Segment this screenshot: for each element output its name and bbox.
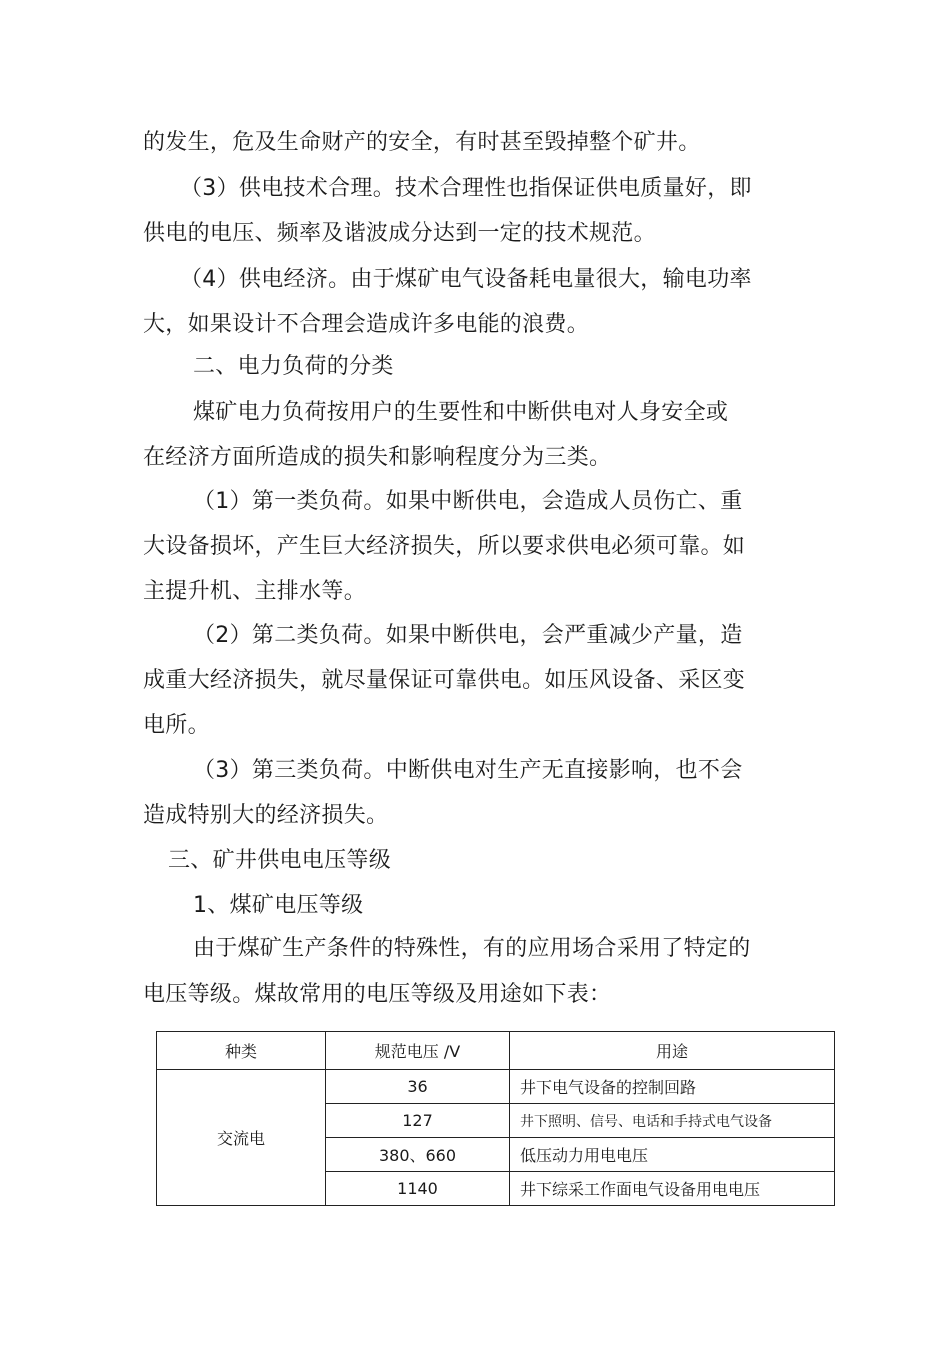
paragraph-line: 成重大经济损失，就尽量保证可靠供电。如压风设备、采区变 bbox=[143, 668, 746, 693]
section-heading: 二、电力负荷的分类 bbox=[193, 354, 394, 379]
paragraph-line: 电压等级。煤故常用的电压等级及用途如下表： bbox=[143, 982, 612, 1007]
table-cell-voltage: 127 bbox=[326, 1104, 510, 1138]
table-cell-voltage: 380、660 bbox=[326, 1138, 510, 1172]
table-cell-use: 井下综采工作面电气设备用电电压 bbox=[510, 1172, 835, 1206]
table-cell-voltage: 36 bbox=[326, 1070, 510, 1104]
paragraph-line: 主提升机、主排水等。 bbox=[143, 579, 367, 604]
paragraph-line: 煤矿电力负荷按用户的生要性和中断供电对人身安全或 bbox=[193, 400, 729, 425]
paragraph-line: 电所。 bbox=[143, 713, 210, 738]
table-header-voltage: 规范电压 /V bbox=[326, 1032, 510, 1070]
paragraph-line: （4）供电经济。由于煤矿电气设备耗电量很大，输电功率 bbox=[180, 267, 752, 292]
section-heading: 三、矿井供电电压等级 bbox=[168, 848, 392, 873]
table-cell-use: 井下照明、信号、电话和手持式电气设备 bbox=[510, 1104, 835, 1138]
table-header-kind: 种类 bbox=[157, 1032, 326, 1070]
paragraph-line: （3）供电技术合理。技术合理性也指保证供电质量好，即 bbox=[180, 176, 752, 201]
table-cell-kind: 交流电 bbox=[157, 1070, 326, 1206]
table-cell-use: 井下电气设备的控制回路 bbox=[510, 1070, 835, 1104]
paragraph-line: 的发生，危及生命财产的安全，有时甚至毁掉整个矿井。 bbox=[143, 130, 701, 155]
table-header-row bbox=[157, 1032, 835, 1070]
paragraph-line: 大，如果设计不合理会造成许多电能的浪费。 bbox=[143, 312, 590, 337]
paragraph-line: 在经济方面所造成的损失和影响程度分为三类。 bbox=[143, 445, 612, 470]
table-cell-use: 低压动力用电电压 bbox=[510, 1138, 835, 1172]
paragraph-line: （1）第一类负荷。如果中断供电，会造成人员伤亡、重 bbox=[193, 489, 743, 514]
paragraph-line: 造成特别大的经济损失。 bbox=[143, 803, 389, 828]
voltage-table bbox=[156, 1031, 835, 1206]
table-cell-voltage: 1140 bbox=[326, 1172, 510, 1206]
table-row bbox=[157, 1070, 835, 1104]
paragraph-line: 大设备损坏，产生巨大经济损失，所以要求供电必须可靠。如 bbox=[143, 534, 746, 559]
paragraph-line: 由于煤矿生产条件的特殊性，有的应用场合采用了特定的 bbox=[193, 936, 751, 961]
paragraph-line: （3）第三类负荷。中断供电对生产无直接影响，也不会 bbox=[193, 758, 743, 783]
paragraph-line: 供电的电压、频率及谐波成分达到一定的技术规范。 bbox=[143, 221, 656, 246]
table-header-use: 用途 bbox=[510, 1032, 835, 1070]
paragraph-line: （2）第二类负荷。如果中断供电，会严重减少产量，造 bbox=[193, 623, 743, 648]
subsection-heading: 1、煤矿电压等级 bbox=[193, 893, 364, 918]
